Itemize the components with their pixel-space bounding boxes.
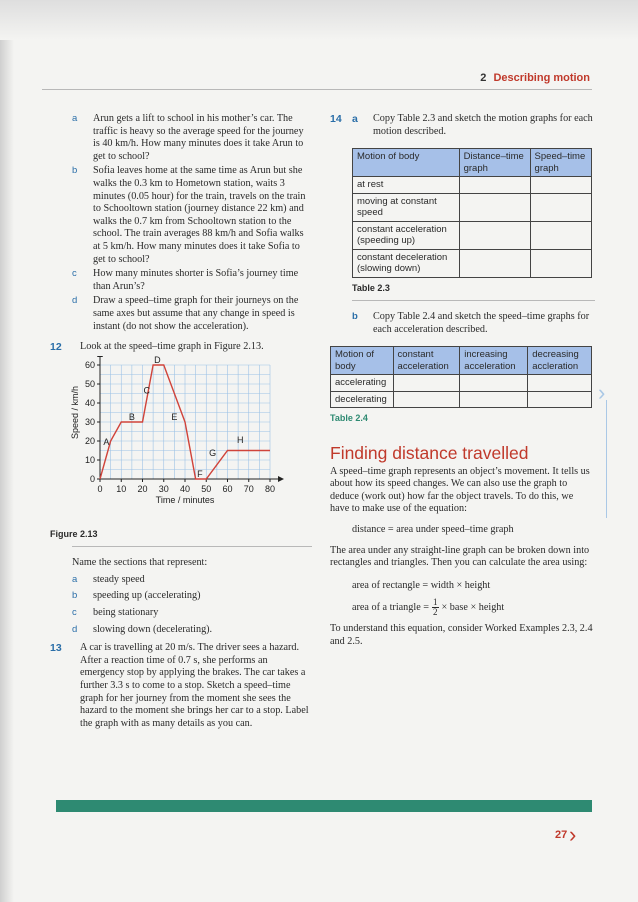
table-cell	[530, 193, 591, 221]
table-row-label: at rest	[353, 177, 460, 194]
table-header-cell: decreasing accleration	[528, 347, 592, 375]
y-tick-label: 60	[84, 359, 95, 370]
sub-question-text: How many minutes shorter is Sofia’s journey time than Arun’s?	[93, 268, 299, 292]
x-tick-label: 80	[264, 483, 276, 494]
table-header-row	[353, 149, 592, 177]
table-2-3	[352, 148, 592, 278]
table-caption: Table 2.3	[352, 282, 390, 293]
table-row-label: constant acceleration (speeding up)	[353, 221, 460, 249]
equation-text: area of a triangle =	[352, 601, 430, 613]
list-item	[50, 607, 312, 620]
part-letter: a	[72, 113, 78, 124]
right-column	[330, 113, 595, 649]
point-label: E	[171, 411, 178, 422]
running-header	[480, 72, 590, 84]
x-tick-label: 0	[97, 483, 103, 494]
table-cell	[459, 193, 530, 221]
footer-bar	[56, 800, 592, 812]
table-cell	[530, 249, 591, 277]
list-item	[50, 590, 312, 603]
y-tick-label: 50	[84, 378, 95, 389]
table-row	[331, 391, 592, 408]
table-header-cell: increasing acceleration	[460, 347, 528, 375]
table-header-cell: Distance–time graph	[459, 149, 530, 177]
point-label: D	[154, 355, 161, 365]
part-letter: a	[72, 573, 78, 585]
equation-text: × base × height	[441, 601, 505, 613]
table-cell	[393, 391, 460, 408]
table-row-label: constant deceleration (slowing down)	[353, 249, 460, 277]
table-cell	[459, 177, 530, 194]
question-number: 14	[330, 113, 342, 125]
scan-top-band	[0, 0, 638, 40]
fraction	[432, 598, 439, 617]
point-label: A	[103, 436, 110, 447]
list-item-text: slowing down (decelerating).	[93, 623, 213, 635]
x-tick-label: 60	[222, 483, 233, 494]
equation-triangle	[352, 598, 595, 617]
equation-rectangle: area of rectangle = width × height	[352, 579, 491, 591]
caption-rule	[352, 300, 595, 301]
table-caption: Table 2.4	[330, 413, 368, 424]
sub-question	[50, 295, 312, 333]
table-row-label: decelerating	[331, 391, 394, 408]
chapter-title: Describing motion	[493, 72, 590, 84]
section-paragraph: The area under any straight-line graph can be broken down into rectangles and triangles. Then you can calculate the area using:	[330, 544, 590, 569]
y-tick-label: 20	[84, 435, 95, 446]
fraction-numerator: 1	[433, 597, 438, 608]
table-cell	[530, 221, 591, 249]
section-title: Finding distance travelled	[330, 443, 529, 464]
table-header-row	[331, 347, 592, 375]
question-number: 13	[50, 642, 62, 655]
point-label: G	[209, 447, 217, 458]
part-letter: d	[72, 295, 78, 307]
part-letter: b	[352, 311, 358, 323]
list-item-text: steady speed	[93, 573, 145, 585]
table-cell	[460, 391, 528, 408]
x-tick-label: 40	[179, 483, 191, 494]
table-row	[353, 177, 592, 194]
fraction-denominator: 2	[433, 607, 438, 618]
table-row	[331, 375, 592, 392]
point-label: H	[237, 434, 244, 445]
table-cell	[459, 221, 530, 249]
left-column	[50, 113, 312, 730]
sub-question	[50, 165, 312, 266]
x-tick-label: 50	[201, 483, 212, 494]
question-text: Look at the speed–time graph in Figure 2.13.	[80, 341, 264, 353]
sub-question-text: Draw a speed–time graph for their journeys on the same axes but assume that any change in speed is instant (do not show the acceleration).	[93, 295, 299, 332]
list-item-text: speeding up (accelerating)	[93, 590, 201, 602]
table-cell	[393, 375, 460, 392]
part-letter: c	[72, 268, 77, 280]
question-text: Copy Table 2.3 and sketch the motion graphs for each motion described.	[373, 113, 593, 137]
x-tick-label: 10	[116, 483, 127, 494]
table-cell	[530, 177, 591, 194]
y-axis-arrow	[97, 356, 103, 357]
x-tick-label: 30	[158, 483, 169, 494]
caption-rule	[72, 546, 312, 547]
question-12-prompt: Name the sections that represent:	[72, 557, 208, 569]
header-rule	[42, 89, 592, 90]
question-text: A car is travelling at 20 m/s. The driver sees a hazard. After a reaction time of 0.7 s, she performs an emergency stop by applying the brakes. The car takes a further 3.3 s to come to a stop. Sketch a speed–time graph for her journey from the moment she sees the hazard to the moment she brings her car to a stop. Label the graph with as many details as you can.	[80, 642, 309, 729]
y-tick-label: 40	[84, 397, 95, 408]
x-tick-label: 20	[137, 483, 148, 494]
x-axis-label: Time / minutes	[155, 494, 215, 505]
speed-time-chart	[50, 356, 312, 526]
sub-question-text: Sofia leaves home at the same time as Arun but she walks the 0.3 km to Hometown station, waits 3 minutes (0.05 hour) for the train, travels on the train to Schooltown station (journey distance 22 km) and walks the 0.7 km from Schooltown station to the school. The train averages 88 km/h and Sofia walks at 5 km/h. How many minutes does it take Sofia to get to school?	[93, 165, 306, 265]
part-letter: b	[72, 165, 78, 177]
point-label: C	[143, 385, 150, 396]
sub-question-text: Arun gets a lift to school in his mother’s car. The traffic is heavy so the average speed for the journey is 40 km/h. How many minutes does it take Arun to get to school?	[93, 113, 304, 162]
question-13	[50, 642, 312, 730]
table-row	[353, 221, 592, 249]
scan-shadow	[0, 0, 14, 902]
point-label: F	[197, 468, 203, 479]
table-header-cell: constant acceleration	[393, 347, 460, 375]
table-row	[353, 249, 592, 277]
chevron-right-icon: ›	[569, 822, 577, 847]
table-cell	[528, 375, 592, 392]
equation-distance: distance = area under speed–time graph	[352, 524, 514, 536]
table-cell	[528, 391, 592, 408]
list-item	[50, 574, 312, 587]
x-tick-label: 70	[243, 483, 254, 494]
section-paragraph: To understand this equation, consider Worked Examples 2.3, 2.4 and 2.5.	[330, 623, 593, 647]
table-row-label: moving at constant speed	[353, 193, 460, 221]
table-cell	[460, 375, 528, 392]
table-header-cell: Speed–time graph	[530, 149, 591, 177]
sub-question	[50, 113, 312, 163]
question-11-parts	[50, 113, 312, 333]
question-number: 12	[50, 341, 62, 354]
y-tick-label: 30	[84, 416, 95, 427]
table-header-cell: Motion of body	[353, 149, 460, 177]
y-tick-label: 10	[84, 454, 95, 465]
page-number: 27	[555, 829, 568, 841]
chapter-number: 2	[480, 72, 487, 84]
table-row-label: accelerating	[331, 375, 394, 392]
point-label: B	[128, 411, 135, 422]
margin-rule	[606, 400, 607, 518]
part-letter: d	[72, 623, 78, 635]
x-axis-arrow	[278, 476, 284, 482]
chevron-right-icon: ›	[598, 380, 606, 405]
sub-question	[50, 268, 312, 293]
table-cell	[459, 249, 530, 277]
list-item-text: being stationary	[93, 607, 159, 619]
y-axis-label: Speed / km/h	[70, 385, 80, 439]
list-item	[50, 624, 312, 637]
table-header-cell: Motion of body	[331, 347, 394, 375]
question-12-items	[50, 574, 312, 636]
part-letter: a	[352, 113, 358, 125]
question-14b	[330, 311, 595, 336]
section-paragraph: A speed–time graph represents an object’s movement. It tells us about how its speed changes. We can also use the graph to deduce (work out) how far the object travels. To do this, we have to make use of the equation:	[330, 465, 590, 515]
y-tick-label: 0	[89, 473, 95, 484]
question-14a	[330, 113, 595, 138]
table-row	[353, 193, 592, 221]
figure-caption: Figure 2.13	[50, 528, 98, 539]
part-letter: c	[72, 607, 77, 619]
question-12	[50, 341, 312, 354]
question-text: Copy Table 2.4 and sketch the speed–time graphs for each acceleration described.	[373, 311, 590, 335]
part-letter: b	[72, 590, 78, 602]
table-2-4	[330, 346, 592, 408]
